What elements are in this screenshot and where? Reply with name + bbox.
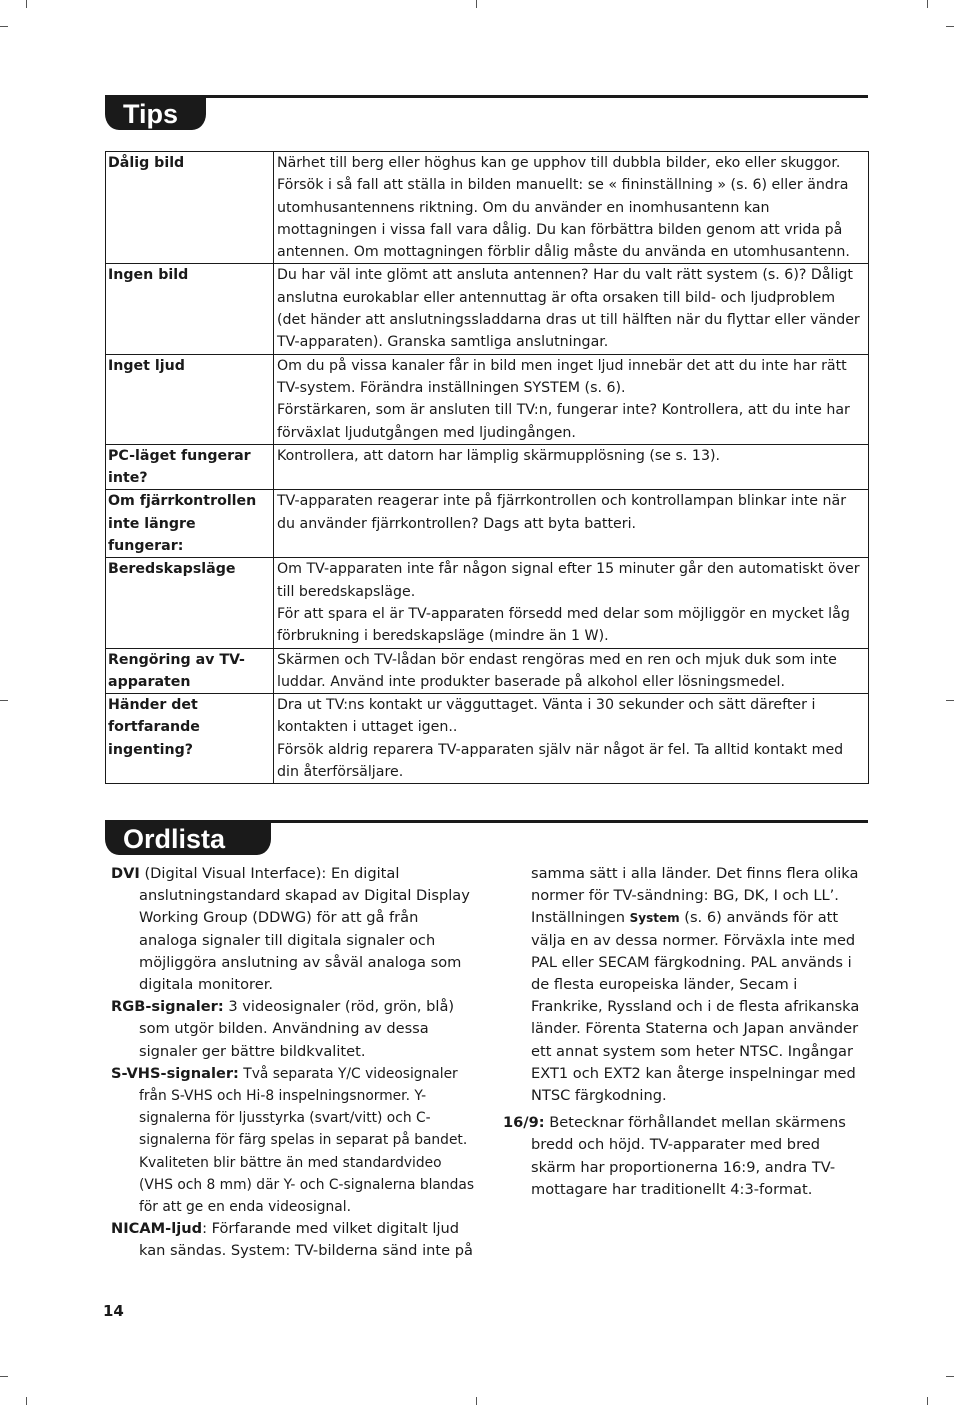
glossary-term: 16/9: xyxy=(503,1114,545,1132)
tips-row xyxy=(106,444,869,490)
tips-row xyxy=(106,558,869,648)
tips-row xyxy=(106,490,869,558)
tips-table xyxy=(105,151,869,784)
crop-mark xyxy=(476,1397,477,1405)
tips-row-label: PC-läget fungerar inte? xyxy=(106,444,274,490)
glossary-entry-rgb xyxy=(111,996,477,1063)
glossary-term: NICAM-ljud xyxy=(111,1220,203,1238)
tips-row-label: Beredskapsläge xyxy=(106,558,274,648)
tips-row xyxy=(106,648,869,694)
glossary-definition: (Digital Visual Interface): En digital anslutningstandard skapad av Digital Display Working Group (DDWG) för att gå från analoga signaler till digitala signaler och möjliggöra anslutning av såväl analoga som digitala monitorer. xyxy=(139,865,470,994)
tips-row-label: Inget ljud xyxy=(106,354,274,444)
crop-mark xyxy=(0,26,8,27)
glossary-entry-16-9 xyxy=(503,1112,869,1201)
glossary-definition: Två separata Y/C videosignaler från S-VHS och Hi-8 inspelningsnormer. Y-signalerna för ljusstyrka (svart/vitt) och C-signalerna för färg spelas in separat på bandet. Kvaliteten blir bättre än med standardvideo (VHS och 8 mm) där Y- och C-signalerna blandas för att ge en enda videosignal. xyxy=(139,1065,475,1216)
crop-mark xyxy=(26,0,27,8)
glossary-term: S-VHS-signaler: xyxy=(111,1064,239,1082)
glossary-left-column xyxy=(111,863,477,1263)
glossary-definition: (s. 6) används för att välja en av dessa normer. Förväxla inte med PAL eller SECAM färgkodning. PAL används i de flesta europeiska länder, Secam i Frankrike, Ryssland och i de flesta afrikanska länder. Förenta Staterna och Japan använder ett annat system som heter NTSC. Ingångar EXT1 och EXT2 kan återge inspelningar med NTSC färgkodning. xyxy=(531,909,860,1105)
tips-row-label: Händer det fortfarande ingenting? xyxy=(106,694,274,784)
glossary-definition: 3 videosignaler (röd, grön, blå) som utgör bilden. Användning av dessa signaler ger bättre bildkvalitet. xyxy=(139,998,455,1060)
glossary-entry-svhs xyxy=(111,1063,477,1218)
tips-row-text: Skärmen och TV-lådan bör endast rengöras med en ren och mjuk duk som inte luddar. Använd inte produkter baserade på alkohol eller lösningsmedel. xyxy=(274,648,869,694)
tips-row-text: Om du på vissa kanaler får in bild men inget ljud innebär det att du inte har rätt TV-system. Förändra inställningen SYSTEM (s. 6). Förstärkaren, som är ansluten till TV:n, fungerar inte? Kontrollera, att du inte har förväxlat ljudutgången med ljudingången. xyxy=(274,354,869,444)
tips-row xyxy=(106,694,869,784)
tips-row-text: TV-apparaten reagerar inte på fjärrkontrollen och kontrollampan blinkar inte när du använder fjärrkontrollen? Dags att byta batteri. xyxy=(274,490,869,558)
tips-row-text: Närhet till berg eller höghus kan ge upphov till dubbla bilder, eko eller skuggor. Försök i så fall att ställa in bilden manuellt: se « fininställning » (s. 6) eller ändra utomhusantennens riktning. Om du använder en inomhusantenn kan mottagningen i vissa fall vara dålig. Du kan förbättra bilden genom att vrida på antennen. Om mottagningen förblir dålig måste du använda en utomhusantenn. xyxy=(274,152,869,264)
tips-row xyxy=(106,354,869,444)
glossary-right-column xyxy=(503,863,869,1201)
tips-row-label: Rengöring av TV-apparaten xyxy=(106,648,274,694)
tips-row-text: Du har väl inte glömt att ansluta antennen? Har du valt rätt system (s. 6)? Dåligt anslutna eurokablar eller antennuttag är ofta orsaken till bild- och ljudproblem (det händer att anslutningssladdarna dras ut till hälften när du flyttar eller vänder TV-apparaten). Granska samtliga anslutningar. xyxy=(274,264,869,354)
crop-mark xyxy=(0,700,8,701)
crop-mark xyxy=(946,26,954,27)
tips-row-label: Dålig bild xyxy=(106,152,274,264)
crop-mark xyxy=(946,700,954,701)
ordlista-heading: Ordlista xyxy=(105,823,271,855)
tips-row-label: Om fjärrkontrollen inte längre fungerar: xyxy=(106,490,274,558)
tips-row-text: Om TV-apparaten inte får någon signal efter 15 minuter går den automatiskt över till beredskapsläge. För att spara el är TV-apparaten försedd med delar som möjliggör en mycket låg förbrukning i beredskapsläge (mindre än 1 W). xyxy=(274,558,869,648)
tips-row-label: Ingen bild xyxy=(106,264,274,354)
tips-row xyxy=(106,152,869,264)
glossary-definition: : Förfarande med vilket digitalt ljud kan sändas. System: TV-bilderna sänd inte på xyxy=(139,1220,473,1260)
glossary-entry-system-cont xyxy=(503,863,869,1107)
glossary-definition: Betecknar förhållandet mellan skärmens bredd och höjd. TV-apparater med bred skärm har proportionerna 16:9, andra TV-mottagare har traditionellt 4:3-format. xyxy=(531,1114,846,1198)
glossary-system-word: System xyxy=(629,911,680,926)
crop-mark xyxy=(927,0,928,8)
crop-mark xyxy=(26,1397,27,1405)
crop-mark xyxy=(946,1376,954,1377)
glossary-definition: samma sätt i alla länder. Det finns flera olika normer för TV-sändning: BG, DK, I och LL’. Inställningen xyxy=(531,865,859,927)
tips-row-text: Dra ut TV:ns kontakt ur vägguttaget. Vänta i 30 sekunder och sätt därefter i kontakten i uttaget igen.. Försök aldrig reparera TV-apparaten själv när något är fel. Ta alltid kontakt med din återförsäljare. xyxy=(274,694,869,784)
glossary-entry-dvi xyxy=(111,863,477,996)
glossary-entry-nicam xyxy=(111,1218,477,1262)
crop-mark xyxy=(0,1376,8,1377)
crop-mark xyxy=(927,1397,928,1405)
tips-rule xyxy=(105,95,868,98)
crop-mark xyxy=(476,0,477,8)
page-number: 14 xyxy=(103,1302,124,1320)
glossary-term: RGB-signaler: xyxy=(111,998,224,1016)
tips-heading: Tips xyxy=(105,98,206,130)
tips-row xyxy=(106,264,869,354)
tips-row-text: Kontrollera, att datorn har lämplig skärmupplösning (se s. 13). xyxy=(274,444,869,490)
glossary-term: DVI xyxy=(111,865,140,882)
